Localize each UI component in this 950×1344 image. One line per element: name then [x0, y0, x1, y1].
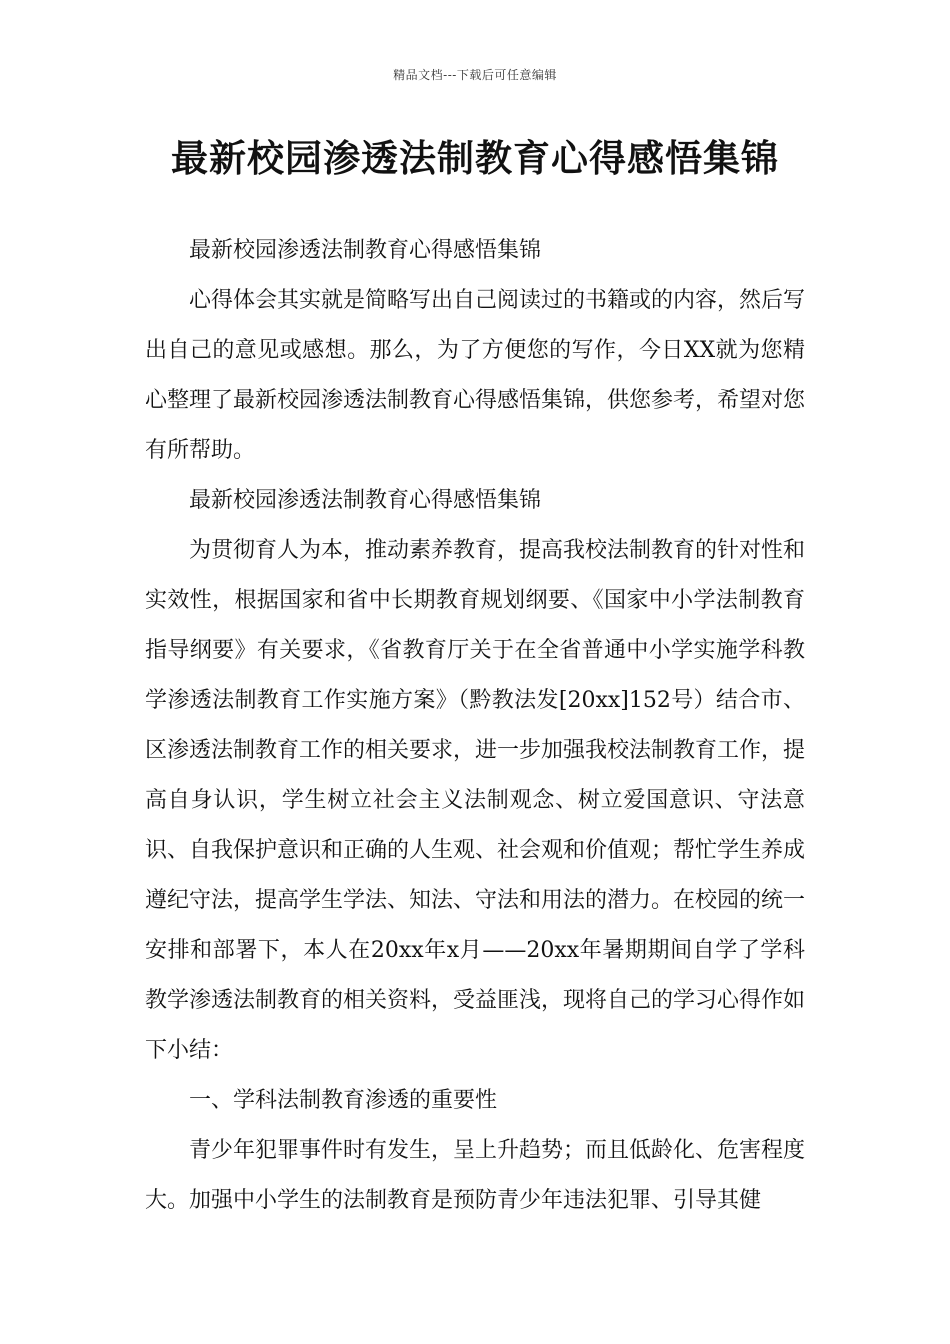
paragraph-subtitle: 最新校园渗透法制教育心得感悟集锦	[189, 238, 542, 263]
paragraph-main: 为贯彻育人为本，推动素养教育，提高我校法制教育的针对性和实效性，根据国家和省中长期教育规划纲要、《国家中小学法制教育指导纲要》有关要求，《省教育厅关于在全省普通中小学实施学科教学渗透法制教育工作实施方案》（黔教法发[20xx]152号）结合市、区渗透法制教育工作的相关要求，进一步加强我校法制教育工作，提高自身认识，学生树立社会主义法制观念、树立爱国意识、守法意识、自我保护意识和正确的人生观、社会观和价值观；帮忙学生养成遵纪守法，提高学生学法、知法、守法和用法的潜力。在校园的统一安排和部署下，本人在20xx年x月——20xx年暑期期间自学了学科教学渗透法制教育的相关资料，受益匪浅，现将自己的学习心得作如下小结：	[145, 538, 806, 1063]
paragraph-intro: 心得体会其实就是简略写出自己阅读过的书籍或的内容，然后写出自己的意见或感想。那么，为了方便您的写作，今日XX就为您精心整理了最新校园渗透法制教育心得感悟集锦，供您参考，希望对您有所帮助。	[145, 288, 806, 463]
paragraph-section-body: 青少年犯罪事件时有发生，呈上升趋势；而且低龄化、危害程度大。加强中小学生的法制教育是预防青少年违法犯罪、引导其健	[145, 1138, 806, 1213]
header-note: 精品文档---下载后可任意编辑	[393, 68, 557, 82]
document-title: 最新校园渗透法制教育心得感悟集锦	[171, 137, 779, 180]
document-body	[145, 226, 805, 1226]
paragraph-section-title: 最新校园渗透法制教育心得感悟集锦	[189, 488, 542, 513]
section-heading: 一、学科法制教育渗透的重要性	[189, 1088, 498, 1113]
